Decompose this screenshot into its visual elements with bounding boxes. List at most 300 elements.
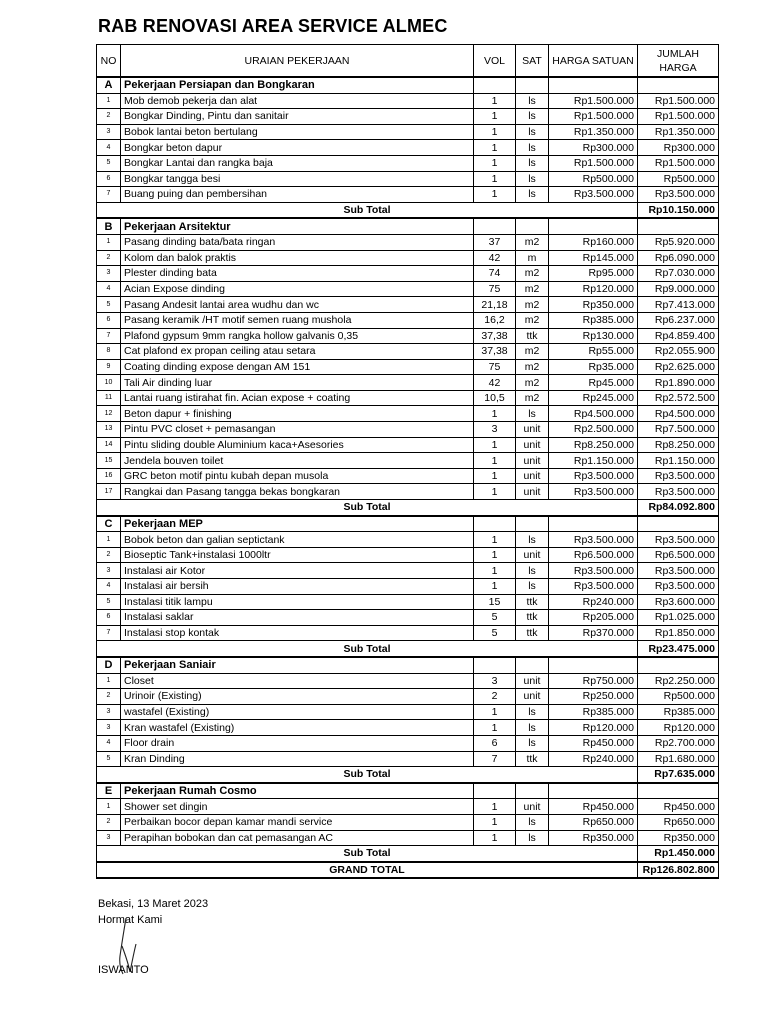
- item-description: Instalasi air Kotor: [121, 563, 474, 579]
- table-row: [97, 281, 719, 297]
- item-unit: ls: [516, 109, 549, 125]
- item-unit-price: Rp245.000: [549, 390, 638, 406]
- table-row: [97, 266, 719, 282]
- item-no: 2: [97, 814, 121, 830]
- item-unit-price: Rp4.500.000: [549, 406, 638, 422]
- section-name: Pekerjaan Arsitektur: [121, 218, 474, 234]
- section-header-row: [97, 218, 719, 234]
- item-no: 2: [97, 250, 121, 266]
- item-unit-price: Rp370.000: [549, 625, 638, 641]
- item-unit-price: Rp240.000: [549, 751, 638, 767]
- item-unit-price: Rp45.000: [549, 375, 638, 391]
- header-jumlah-harga: JUMLAH HARGA: [638, 45, 719, 78]
- item-volume: 7: [474, 751, 516, 767]
- empty-cell: [474, 516, 516, 532]
- item-volume: 1: [474, 799, 516, 815]
- item-volume: 75: [474, 281, 516, 297]
- item-description: GRC beton motif pintu kubah depan musola: [121, 468, 474, 484]
- item-unit: unit: [516, 422, 549, 438]
- table-row: [97, 312, 719, 328]
- item-unit-price: Rp3.500.000: [549, 468, 638, 484]
- item-no: 4: [97, 735, 121, 751]
- item-volume: 1: [474, 830, 516, 846]
- item-total-price: Rp350.000: [638, 830, 719, 846]
- item-volume: 1: [474, 187, 516, 203]
- item-volume: 15: [474, 594, 516, 610]
- item-total-price: Rp7.413.000: [638, 297, 719, 313]
- item-description: Perbaikan bocor depan kamar mandi service: [121, 814, 474, 830]
- item-total-price: Rp1.890.000: [638, 375, 719, 391]
- item-no: 7: [97, 187, 121, 203]
- item-description: Tali Air dinding luar: [121, 375, 474, 391]
- item-volume: 1: [474, 547, 516, 563]
- item-unit-price: Rp55.000: [549, 344, 638, 360]
- item-no: 1: [97, 234, 121, 250]
- grand-total-row: [97, 862, 719, 879]
- table-header: [97, 45, 719, 78]
- section-header-row: [97, 516, 719, 532]
- table-row: [97, 155, 719, 171]
- table-row: [97, 532, 719, 548]
- section-header-row: [97, 77, 719, 93]
- table-row: [97, 422, 719, 438]
- item-total-price: Rp1.850.000: [638, 625, 719, 641]
- item-total-price: Rp1.500.000: [638, 93, 719, 109]
- item-total-price: Rp3.500.000: [638, 563, 719, 579]
- place-date: Bekasi, 13 Maret 2023: [98, 898, 209, 910]
- section-name: Pekerjaan Rumah Cosmo: [121, 783, 474, 799]
- table-row: [97, 453, 719, 469]
- empty-cell: [549, 783, 638, 799]
- item-no: 3: [97, 720, 121, 736]
- item-unit: ls: [516, 563, 549, 579]
- item-volume: 1: [474, 532, 516, 548]
- header-row: [97, 45, 719, 78]
- item-unit-price: Rp1.500.000: [549, 93, 638, 109]
- item-description: Jendela bouven toilet: [121, 453, 474, 469]
- item-unit-price: Rp750.000: [549, 673, 638, 689]
- item-volume: 1: [474, 155, 516, 171]
- document-title: RAB RENOVASI AREA SERVICE ALMEC: [98, 16, 448, 36]
- item-unit: ls: [516, 124, 549, 140]
- header-sat: SAT: [516, 45, 549, 78]
- item-unit: unit: [516, 468, 549, 484]
- item-description: Bongkar beton dapur: [121, 140, 474, 156]
- item-total-price: Rp3.500.000: [638, 579, 719, 595]
- item-no: 16: [97, 468, 121, 484]
- item-no: 7: [97, 625, 121, 641]
- item-unit: m2: [516, 266, 549, 282]
- item-total-price: Rp3.600.000: [638, 594, 719, 610]
- item-description: Pintu PVC closet + pemasangan: [121, 422, 474, 438]
- table-row: [97, 250, 719, 266]
- item-description: Plafond gypsum 9mm rangka hollow galvanis 0,35: [121, 328, 474, 344]
- item-unit: unit: [516, 673, 549, 689]
- item-total-price: Rp1.500.000: [638, 155, 719, 171]
- subtotal-row: [97, 641, 719, 657]
- section-code: B: [97, 218, 121, 234]
- empty-cell: [516, 516, 549, 532]
- item-no: 5: [97, 594, 121, 610]
- item-no: 2: [97, 689, 121, 705]
- item-volume: 42: [474, 250, 516, 266]
- item-description: Bobok lantai beton bertulang: [121, 124, 474, 140]
- item-unit-price: Rp1.500.000: [549, 155, 638, 171]
- empty-cell: [516, 77, 549, 93]
- table-row: [97, 625, 719, 641]
- item-description: Bongkar Dinding, Pintu dan sanitair: [121, 109, 474, 125]
- item-total-price: Rp2.625.000: [638, 359, 719, 375]
- item-volume: 37: [474, 234, 516, 250]
- item-unit-price: Rp240.000: [549, 594, 638, 610]
- item-unit: ttk: [516, 594, 549, 610]
- item-unit-price: Rp95.000: [549, 266, 638, 282]
- item-unit: ls: [516, 93, 549, 109]
- item-volume: 1: [474, 720, 516, 736]
- item-volume: 3: [474, 673, 516, 689]
- item-description: Cat plafond ex propan ceiling atau setara: [121, 344, 474, 360]
- item-unit-price: Rp1.350.000: [549, 124, 638, 140]
- item-unit: unit: [516, 689, 549, 705]
- item-no: 3: [97, 266, 121, 282]
- item-unit: ttk: [516, 328, 549, 344]
- item-unit-price: Rp3.500.000: [549, 532, 638, 548]
- table-row: [97, 187, 719, 203]
- item-volume: 21,18: [474, 297, 516, 313]
- item-no: 4: [97, 579, 121, 595]
- header-harga-satuan: HARGA SATUAN: [549, 45, 638, 78]
- item-no: 6: [97, 171, 121, 187]
- subtotal-row: [97, 846, 719, 862]
- item-unit-price: Rp8.250.000: [549, 437, 638, 453]
- item-unit-price: Rp145.000: [549, 250, 638, 266]
- item-total-price: Rp2.572.500: [638, 390, 719, 406]
- item-unit: m2: [516, 359, 549, 375]
- item-volume: 75: [474, 359, 516, 375]
- table-row: [97, 171, 719, 187]
- item-unit: m2: [516, 344, 549, 360]
- item-no: 2: [97, 109, 121, 125]
- item-description: Closet: [121, 673, 474, 689]
- item-volume: 2: [474, 689, 516, 705]
- table-row: [97, 93, 719, 109]
- item-no: 14: [97, 437, 121, 453]
- empty-cell: [638, 516, 719, 532]
- item-volume: 1: [474, 453, 516, 469]
- item-no: 15: [97, 453, 121, 469]
- item-description: Buang puing dan pembersihan: [121, 187, 474, 203]
- empty-cell: [549, 218, 638, 234]
- item-description: Bongkar tangga besi: [121, 171, 474, 187]
- item-no: 7: [97, 328, 121, 344]
- item-unit: ls: [516, 735, 549, 751]
- table-row: [97, 328, 719, 344]
- item-unit-price: Rp300.000: [549, 140, 638, 156]
- item-no: 4: [97, 281, 121, 297]
- item-unit-price: Rp1.150.000: [549, 453, 638, 469]
- item-unit-price: Rp35.000: [549, 359, 638, 375]
- subtotal-value: Rp10.150.000: [638, 202, 719, 218]
- table-row: [97, 390, 719, 406]
- item-description: Plester dinding bata: [121, 266, 474, 282]
- table-row: [97, 830, 719, 846]
- section-header-row: [97, 657, 719, 673]
- item-volume: 1: [474, 579, 516, 595]
- header-uraian: URAIAN PEKERJAAN: [121, 45, 474, 78]
- item-total-price: Rp3.500.000: [638, 484, 719, 500]
- item-no: 6: [97, 312, 121, 328]
- item-unit-price: Rp130.000: [549, 328, 638, 344]
- empty-cell: [638, 77, 719, 93]
- item-no: 5: [97, 155, 121, 171]
- item-unit: ttk: [516, 625, 549, 641]
- table-row: [97, 814, 719, 830]
- item-total-price: Rp450.000: [638, 799, 719, 815]
- item-no: 2: [97, 547, 121, 563]
- item-description: Kran Dinding: [121, 751, 474, 767]
- section-name: Pekerjaan MEP: [121, 516, 474, 532]
- item-unit: m2: [516, 297, 549, 313]
- item-description: Bongkar Lantai dan rangka baja: [121, 155, 474, 171]
- item-no: 3: [97, 563, 121, 579]
- item-volume: 6: [474, 735, 516, 751]
- item-description: Rangkai dan Pasang tangga bekas bongkaran: [121, 484, 474, 500]
- item-total-price: Rp1.150.000: [638, 453, 719, 469]
- item-total-price: Rp5.920.000: [638, 234, 719, 250]
- table-row: [97, 344, 719, 360]
- item-unit-price: Rp650.000: [549, 814, 638, 830]
- empty-cell: [549, 77, 638, 93]
- item-unit: ttk: [516, 610, 549, 626]
- item-unit: m2: [516, 375, 549, 391]
- item-volume: 1: [474, 484, 516, 500]
- table-row: [97, 468, 719, 484]
- section-code: A: [97, 77, 121, 93]
- item-volume: 1: [474, 563, 516, 579]
- subtotal-value: Rp7.635.000: [638, 767, 719, 783]
- item-description: Beton dapur + finishing: [121, 406, 474, 422]
- item-total-price: Rp1.025.000: [638, 610, 719, 626]
- section-code: C: [97, 516, 121, 532]
- item-unit-price: Rp3.500.000: [549, 484, 638, 500]
- item-unit-price: Rp3.500.000: [549, 187, 638, 203]
- item-total-price: Rp3.500.000: [638, 532, 719, 548]
- table-body: [97, 77, 719, 878]
- item-unit-price: Rp385.000: [549, 312, 638, 328]
- subtotal-label: Sub Total: [97, 641, 638, 657]
- item-total-price: Rp4.500.000: [638, 406, 719, 422]
- item-total-price: Rp500.000: [638, 171, 719, 187]
- item-unit-price: Rp250.000: [549, 689, 638, 705]
- table-row: [97, 124, 719, 140]
- item-volume: 5: [474, 625, 516, 641]
- item-total-price: Rp120.000: [638, 720, 719, 736]
- item-volume: 74: [474, 266, 516, 282]
- item-unit: ls: [516, 140, 549, 156]
- section-code: D: [97, 657, 121, 673]
- item-description: Perapihan bobokan dan cat pemasangan AC: [121, 830, 474, 846]
- header-no: NO: [97, 45, 121, 78]
- item-no: 8: [97, 344, 121, 360]
- item-volume: 1: [474, 109, 516, 125]
- item-description: Pasang dinding bata/bata ringan: [121, 234, 474, 250]
- item-total-price: Rp3.500.000: [638, 468, 719, 484]
- item-total-price: Rp300.000: [638, 140, 719, 156]
- item-no: 1: [97, 673, 121, 689]
- item-description: Bioseptic Tank+instalasi 1000ltr: [121, 547, 474, 563]
- section-code: E: [97, 783, 121, 799]
- item-unit-price: Rp450.000: [549, 735, 638, 751]
- item-unit: unit: [516, 437, 549, 453]
- item-unit-price: Rp120.000: [549, 720, 638, 736]
- item-unit-price: Rp6.500.000: [549, 547, 638, 563]
- empty-cell: [638, 783, 719, 799]
- subtotal-value: Rp84.092.800: [638, 500, 719, 516]
- item-no: 5: [97, 751, 121, 767]
- item-total-price: Rp650.000: [638, 814, 719, 830]
- item-unit-price: Rp3.500.000: [549, 563, 638, 579]
- table-row: [97, 563, 719, 579]
- item-volume: 16,2: [474, 312, 516, 328]
- item-description: Acian Expose dinding: [121, 281, 474, 297]
- section-name: Pekerjaan Persiapan dan Bongkaran: [121, 77, 474, 93]
- table-row: [97, 109, 719, 125]
- item-description: Pasang keramik /HT motif semen ruang mushola: [121, 312, 474, 328]
- item-volume: 1: [474, 93, 516, 109]
- item-description: Instalasi saklar: [121, 610, 474, 626]
- item-description: Shower set dingin: [121, 799, 474, 815]
- item-unit: ls: [516, 579, 549, 595]
- table-row: [97, 673, 719, 689]
- item-no: 9: [97, 359, 121, 375]
- table-row: [97, 751, 719, 767]
- table-row: [97, 610, 719, 626]
- item-description: wastafel (Existing): [121, 704, 474, 720]
- subtotal-row: [97, 767, 719, 783]
- item-unit: m: [516, 250, 549, 266]
- item-unit-price: Rp350.000: [549, 297, 638, 313]
- item-unit: ls: [516, 532, 549, 548]
- item-no: 3: [97, 124, 121, 140]
- item-volume: 37,38: [474, 344, 516, 360]
- empty-cell: [549, 657, 638, 673]
- header-vol: VOL: [474, 45, 516, 78]
- subtotal-label: Sub Total: [97, 767, 638, 783]
- item-unit-price: Rp205.000: [549, 610, 638, 626]
- item-unit-price: Rp500.000: [549, 171, 638, 187]
- item-description: Pasang Andesit lantai area wudhu dan wc: [121, 297, 474, 313]
- item-unit: ls: [516, 187, 549, 203]
- grand-total-label: GRAND TOTAL: [97, 862, 638, 879]
- item-unit-price: Rp1.500.000: [549, 109, 638, 125]
- item-no: 1: [97, 799, 121, 815]
- item-total-price: Rp1.500.000: [638, 109, 719, 125]
- item-volume: 1: [474, 814, 516, 830]
- empty-cell: [474, 77, 516, 93]
- item-unit: ls: [516, 406, 549, 422]
- item-description: Kolom dan balok praktis: [121, 250, 474, 266]
- item-description: Floor drain: [121, 735, 474, 751]
- item-total-price: Rp6.500.000: [638, 547, 719, 563]
- item-description: Instalasi titik lampu: [121, 594, 474, 610]
- item-no: 1: [97, 93, 121, 109]
- item-total-price: Rp6.090.000: [638, 250, 719, 266]
- empty-cell: [474, 218, 516, 234]
- item-total-price: Rp7.500.000: [638, 422, 719, 438]
- subtotal-label: Sub Total: [97, 202, 638, 218]
- item-unit: ls: [516, 814, 549, 830]
- subtotal-label: Sub Total: [97, 500, 638, 516]
- item-unit: ls: [516, 720, 549, 736]
- table-row: [97, 594, 719, 610]
- table-row: [97, 704, 719, 720]
- subtotal-value: Rp23.475.000: [638, 641, 719, 657]
- item-unit: ls: [516, 171, 549, 187]
- empty-cell: [516, 657, 549, 673]
- empty-cell: [549, 516, 638, 532]
- section-header-row: [97, 783, 719, 799]
- item-unit: ls: [516, 155, 549, 171]
- item-description: Mob demob pekerja dan alat: [121, 93, 474, 109]
- empty-cell: [638, 657, 719, 673]
- table-row: [97, 484, 719, 500]
- item-total-price: Rp9.000.000: [638, 281, 719, 297]
- item-total-price: Rp3.500.000: [638, 187, 719, 203]
- item-volume: 5: [474, 610, 516, 626]
- item-total-price: Rp8.250.000: [638, 437, 719, 453]
- rab-table: [96, 44, 719, 879]
- grand-total-value: Rp126.802.800: [638, 862, 719, 879]
- table-row: [97, 720, 719, 736]
- item-no: 1: [97, 532, 121, 548]
- item-unit: m2: [516, 390, 549, 406]
- empty-cell: [516, 783, 549, 799]
- table-row: [97, 799, 719, 815]
- item-unit: ttk: [516, 751, 549, 767]
- item-unit: unit: [516, 547, 549, 563]
- item-no: 4: [97, 140, 121, 156]
- item-total-price: Rp7.030.000: [638, 266, 719, 282]
- item-description: Instalasi air bersih: [121, 579, 474, 595]
- item-unit: m2: [516, 312, 549, 328]
- item-total-price: Rp385.000: [638, 704, 719, 720]
- item-volume: 10,5: [474, 390, 516, 406]
- subtotal-label: Sub Total: [97, 846, 638, 862]
- item-volume: 1: [474, 437, 516, 453]
- item-description: Pintu sliding double Aluminium kaca+Asesories: [121, 437, 474, 453]
- table-row: [97, 234, 719, 250]
- item-no: 6: [97, 610, 121, 626]
- item-total-price: Rp500.000: [638, 689, 719, 705]
- item-total-price: Rp1.680.000: [638, 751, 719, 767]
- item-total-price: Rp2.055.900: [638, 344, 719, 360]
- item-unit-price: Rp120.000: [549, 281, 638, 297]
- item-unit-price: Rp350.000: [549, 830, 638, 846]
- item-unit: m2: [516, 234, 549, 250]
- item-no: 17: [97, 484, 121, 500]
- item-no: 3: [97, 704, 121, 720]
- item-unit: unit: [516, 484, 549, 500]
- item-volume: 1: [474, 704, 516, 720]
- item-unit-price: Rp160.000: [549, 234, 638, 250]
- section-name: Pekerjaan Saniair: [121, 657, 474, 673]
- table-row: [97, 735, 719, 751]
- empty-cell: [474, 783, 516, 799]
- item-description: Bobok beton dan galian septictank: [121, 532, 474, 548]
- item-no: 10: [97, 375, 121, 391]
- item-description: Instalasi stop kontak: [121, 625, 474, 641]
- subtotal-value: Rp1.450.000: [638, 846, 719, 862]
